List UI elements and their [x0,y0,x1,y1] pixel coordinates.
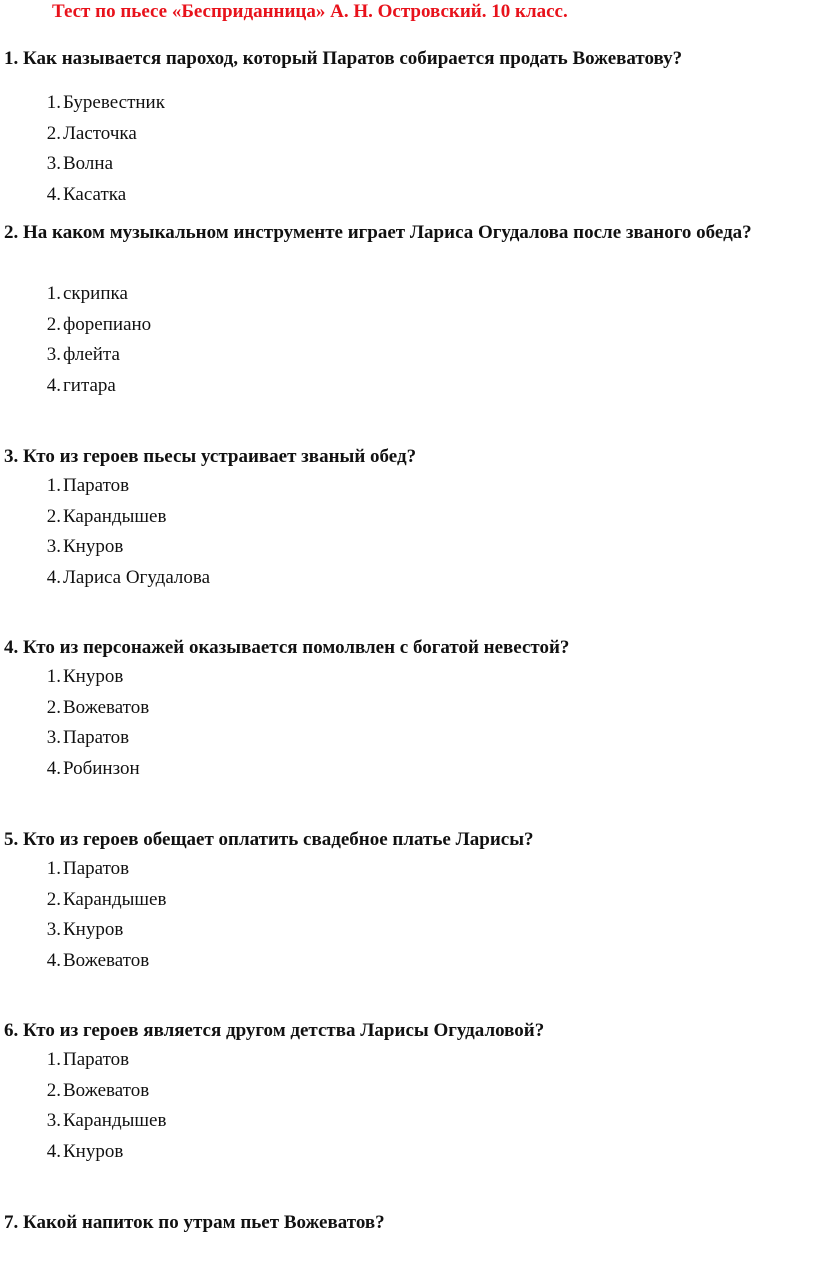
answer-option: 1. скрипка [46,283,128,304]
question-1-options [44,88,165,211]
answer-option: 4. Вожеватов [46,950,150,972]
answer-option: 4. Лариса Огудалова [46,567,211,589]
page-title: Тест по пьесе «Бесприданница» А. Н. Островский. 10 класс. [52,1,568,22]
question-3: 3. Кто из героев пьесы устраивает званый обед? [4,446,417,467]
answer-option: 3. Кнуров [46,536,124,558]
answer-option: 1. Паратов [46,1049,130,1070]
question-3-options [44,471,210,594]
answer-option: 2. Ласточка [46,122,137,144]
answer-option: 4. Кнуров [46,1141,124,1163]
answer-option: 4. Робинзон [46,758,140,780]
question-6: 6. Кто из героев является другом детства Ларисы Огудаловой? [4,1020,545,1041]
answer-option: 1. Кнуров [46,666,124,687]
question-5-options [44,854,166,977]
answer-option: 3. Волна [46,153,114,175]
question-2: 2. На каком музыкальном инструменте играет Лариса Огудалова после званого обеда? [4,222,752,243]
answer-option: 1. Паратов [46,475,130,496]
answer-option: 4. Касатка [46,184,127,206]
question-4-options [44,662,149,785]
question-6-options [44,1045,166,1168]
answer-option: 2. Вожеватов [46,696,150,718]
question-1: 1. Как называется пароход, который Паратов собирается продать Вожеватову? [4,48,683,69]
answer-option: 4. гитара [46,375,116,397]
answer-option: 1. Паратов [46,858,130,879]
question-7: 7. Какой напиток по утрам пьет Вожеватов? [4,1212,385,1233]
question-5: 5. Кто из героев обещает оплатить свадебное платье Ларисы? [4,829,534,850]
answer-option: 3. Кнуров [46,919,124,941]
answer-option: 3. Паратов [46,727,130,749]
answer-option: 2. форепиано [46,313,152,335]
answer-option: 1. Буревестник [46,92,165,113]
answer-option: 3. Карандышев [46,1110,167,1132]
answer-option: 2. Вожеватов [46,1079,150,1101]
question-4: 4. Кто из персонажей оказывается помолвлен с богатой невестой? [4,637,570,658]
answer-option: 2. Карандышев [46,505,167,527]
question-2-options [44,279,151,402]
answer-option: 2. Карандышев [46,888,167,910]
answer-option: 3. флейта [46,344,120,366]
